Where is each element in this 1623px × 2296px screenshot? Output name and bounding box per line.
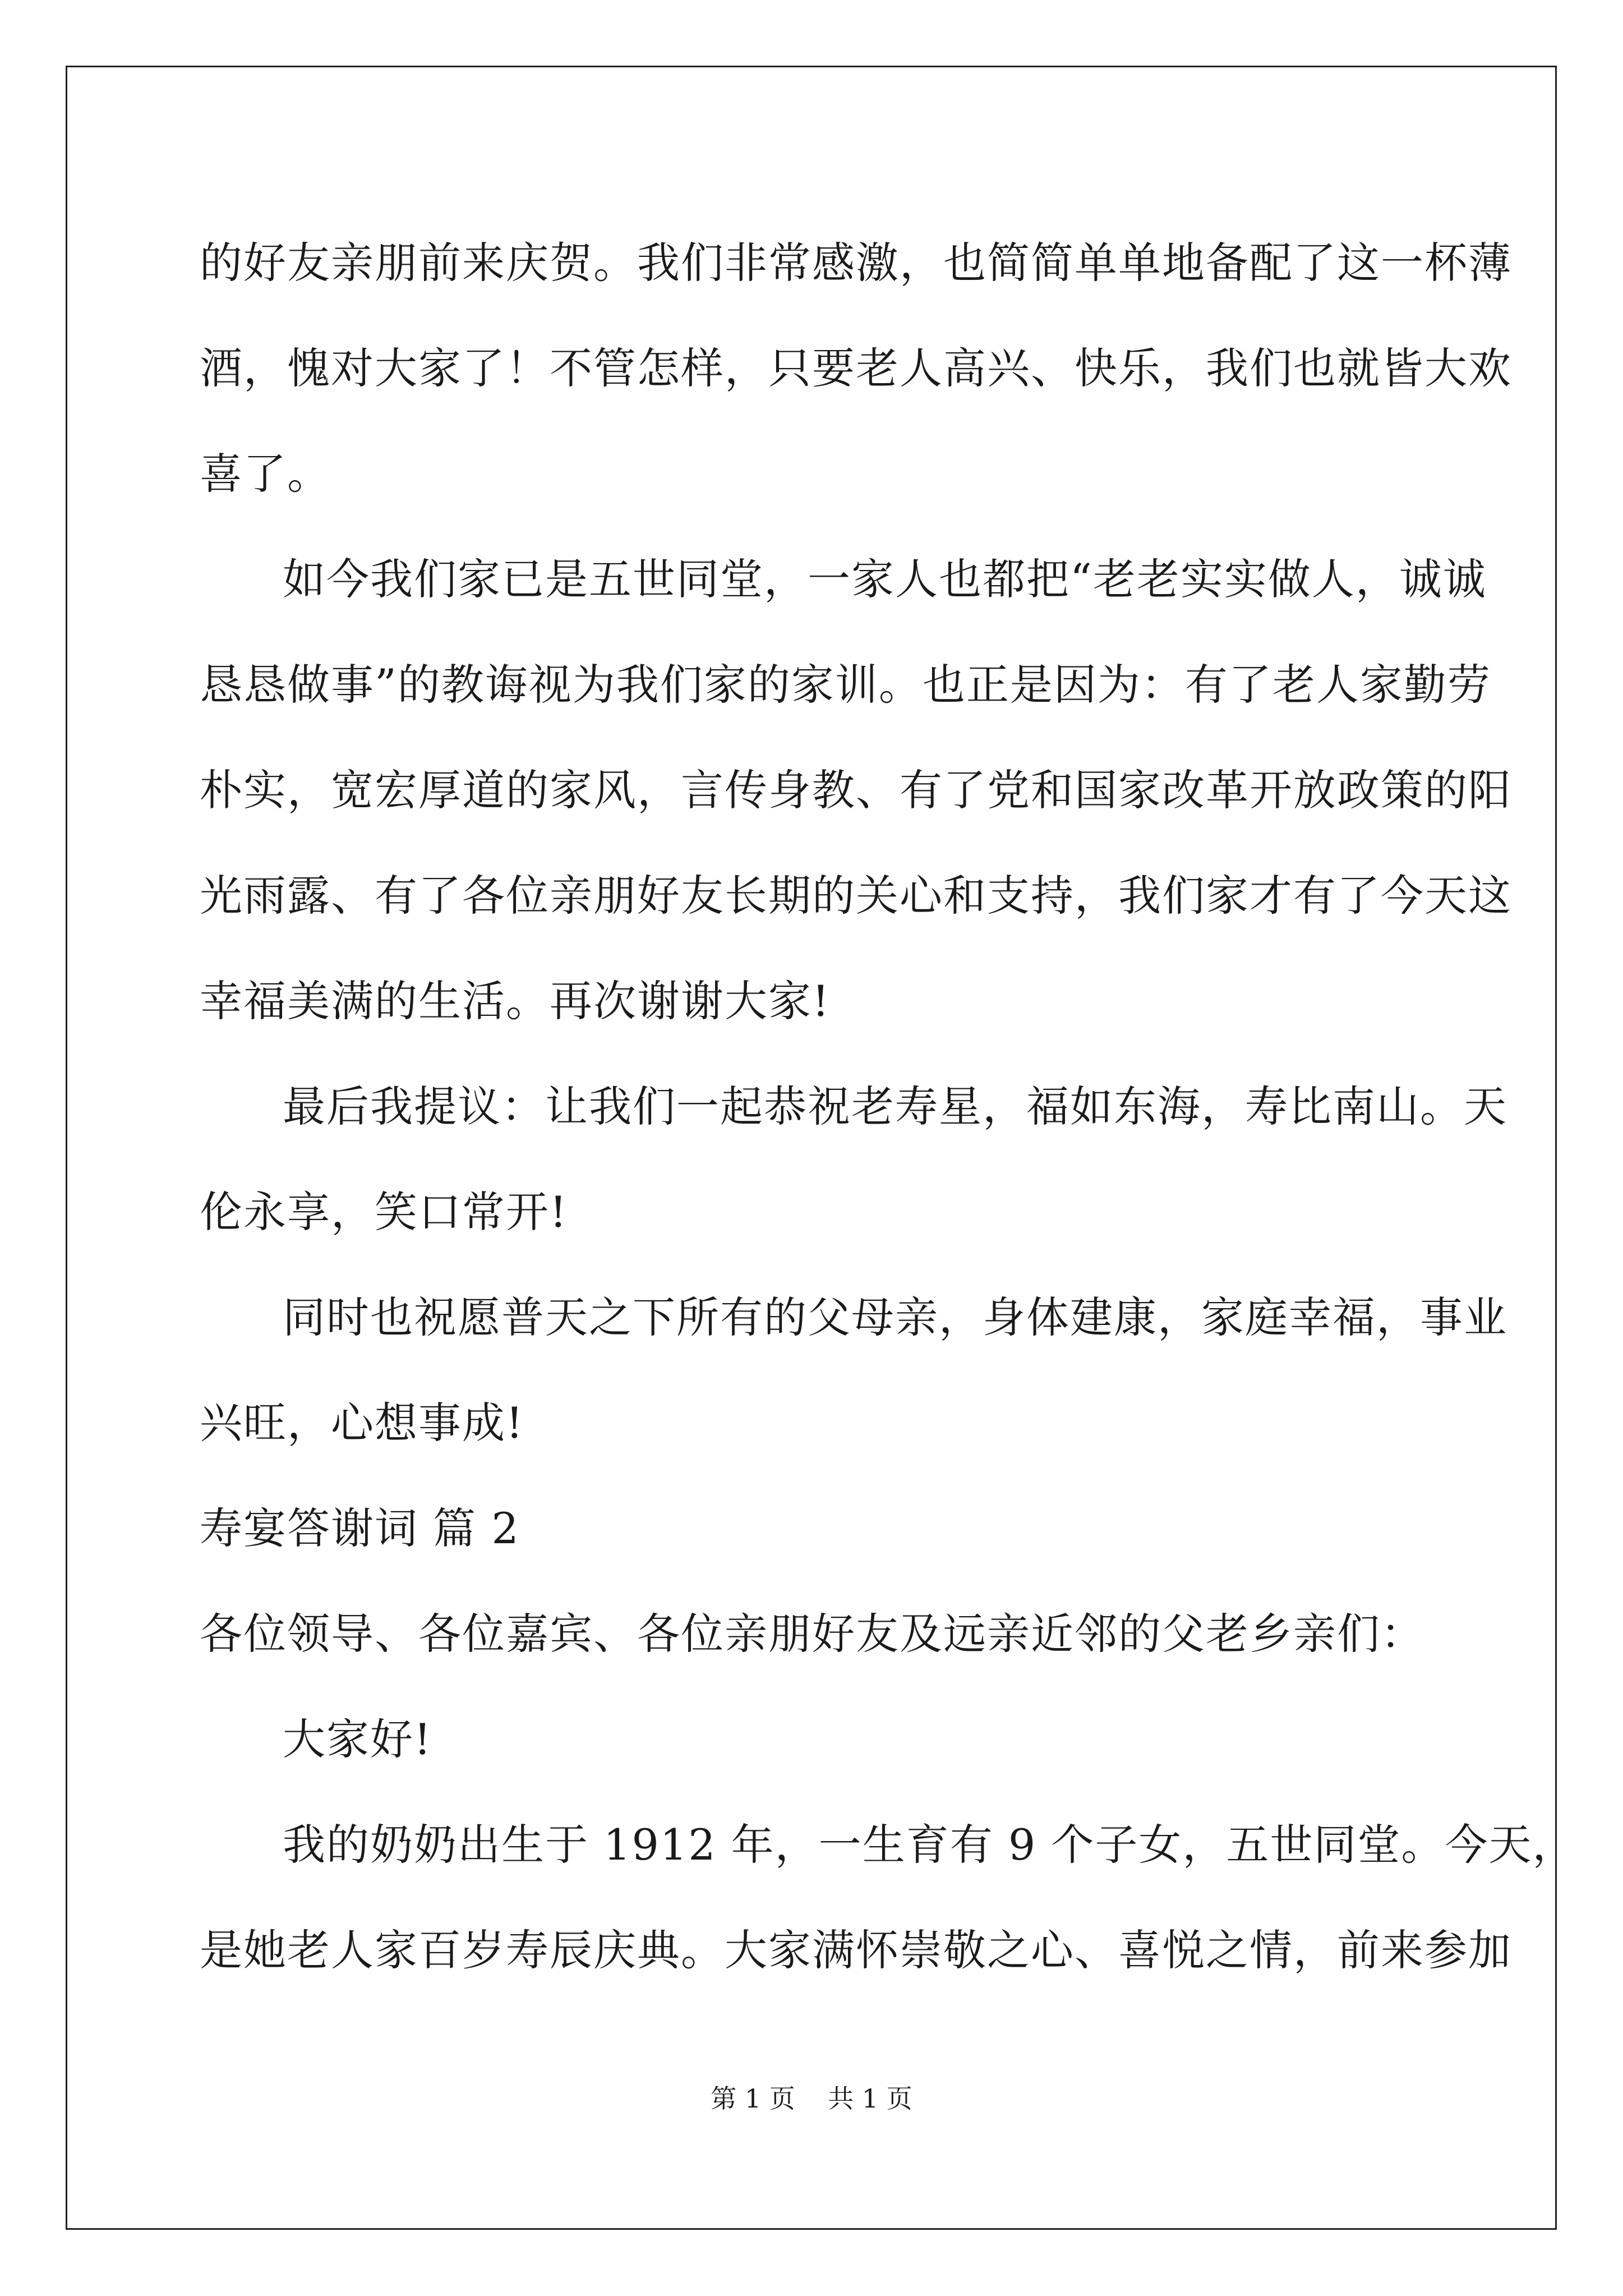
text-line: 的好友亲朋前来庆贺。我们非常感激，也简简单单地备配了这一杯薄 (200, 238, 1512, 288)
text-line: 酒，愧对大家了！不管怎样，只要老人高兴、快乐，我们也就皆大欢 (200, 343, 1512, 393)
paragraph-start-line: 我的奶奶出生于 1912 年，一生育有 9 个子女，五世同堂。今天， (283, 1820, 1576, 1870)
greeting-line: 大家好! (283, 1714, 432, 1764)
document-body (200, 210, 1576, 2003)
paragraph-start-line: 如今我们家已是五世同堂，一家人也都把“老老实实做人，诚诚 (283, 554, 1487, 604)
text-line: 喜了。 (200, 449, 331, 499)
text-line: 伦永享，笑口常开! (200, 1187, 568, 1237)
text-line: 光雨露、有了各位亲朋好友长期的关心和支持，我们家才有了今天这 (200, 871, 1512, 921)
text-line: 恳恳做事”的教诲视为我们家的家训。也正是因为：有了老人家勤劳 (200, 660, 1491, 710)
section-heading: 寿宴答谢词 篇 2 (200, 1503, 520, 1553)
text-line: 兴旺，心想事成! (200, 1398, 524, 1448)
paragraph-start-line: 同时也祝愿普天之下所有的父母亲，身体建康，家庭幸福，事业 (283, 1292, 1507, 1342)
text-line: 幸福美满的生活。再次谢谢大家! (200, 976, 831, 1026)
page-footer: 第 1 页 共 1 页 (711, 2083, 912, 2114)
text-line: 朴实，宽宏厚道的家风，言传身教、有了党和国家改革开放政策的阳 (200, 765, 1512, 815)
salutation-line: 各位领导、各位嘉宾、各位亲朋好友及远亲近邻的父老乡亲们： (200, 1609, 1424, 1659)
paragraph-start-line: 最后我提议：让我们一起恭祝老寿星，福如东海，寿比南山。天 (283, 1082, 1507, 1131)
text-line: 是她老人家百岁寿辰庆典。大家满怀崇敬之心、喜悦之情，前来参加 (200, 1925, 1512, 1975)
